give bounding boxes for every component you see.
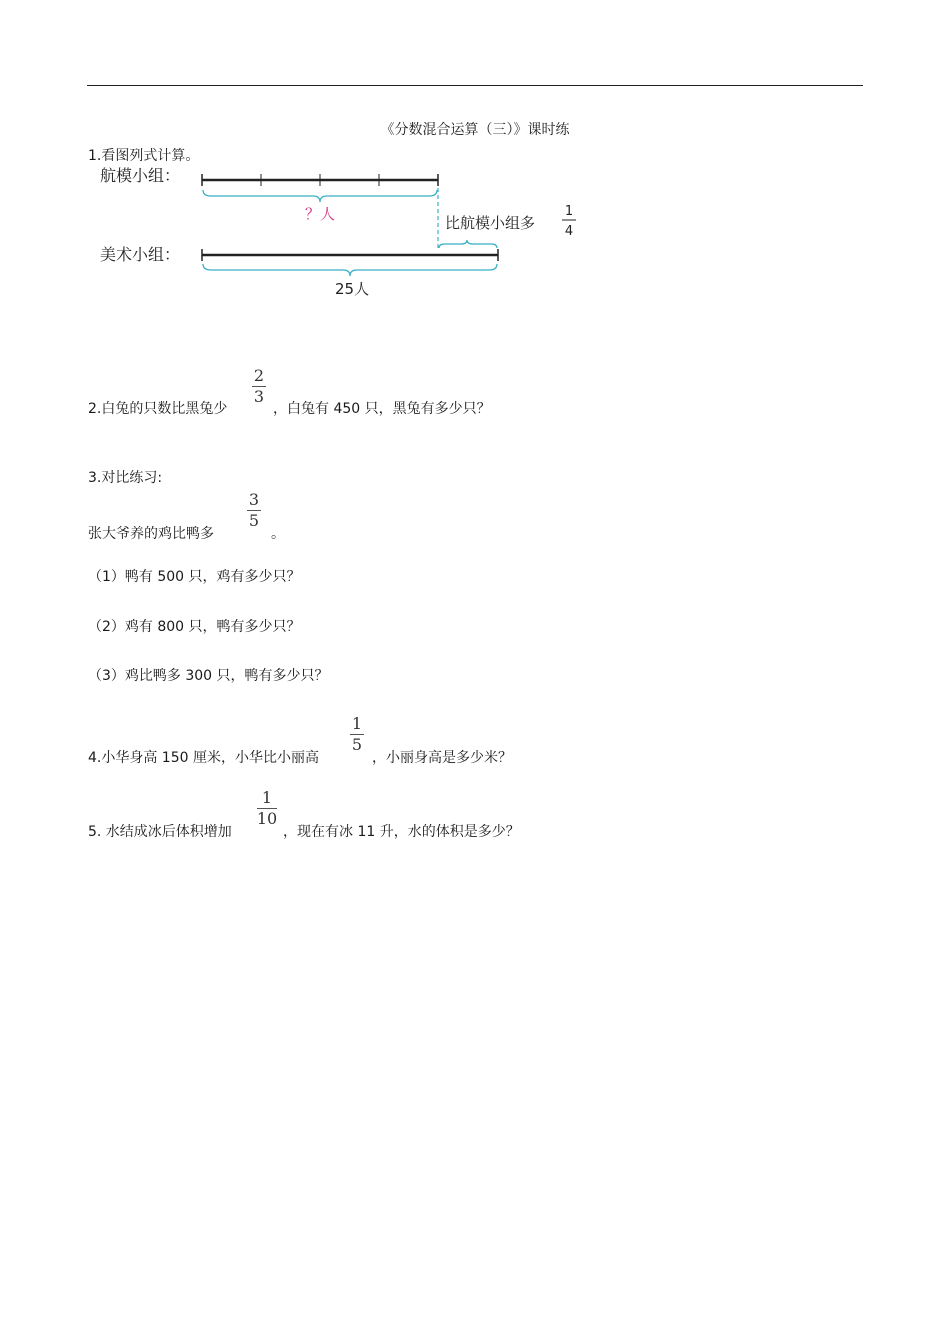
compare-text: 比航模小组多 xyxy=(445,214,536,232)
q5-stem-post: ，现在有冰 11 升，水的体积是多少？ xyxy=(283,824,520,840)
q3-stem-post: 。 xyxy=(271,526,285,542)
q3-item-1: （1）鸭有 500 只，鸡有多少只？ xyxy=(88,569,301,585)
extra-bracket xyxy=(439,240,497,248)
q3-label: 3.对比练习: xyxy=(88,470,163,486)
unknown-label: ？人 xyxy=(305,205,336,223)
q3-fraction xyxy=(244,491,264,530)
q5-fraction xyxy=(254,789,280,828)
header-rule xyxy=(87,85,863,86)
group-b-bracket xyxy=(203,264,497,276)
group-a-bracket xyxy=(203,190,437,202)
compare-num: 1 xyxy=(564,204,574,219)
q4-numerator: 1 xyxy=(351,714,363,733)
q1-label: 1.看图列式计算。 xyxy=(88,148,200,164)
q5-denominator: 10 xyxy=(256,809,278,828)
q2-stem-pre: 2.白兔的只数比黑兔少 xyxy=(88,401,228,417)
q3-numerator: 3 xyxy=(248,490,260,509)
page-title: 《分数混合运算（三）》课时练 xyxy=(380,122,570,138)
total-label: 25人 xyxy=(335,280,370,298)
compare-den: 4 xyxy=(564,224,574,239)
q1-diagram xyxy=(95,160,595,305)
q3-item-2: （2）鸡有 800 只，鸭有多少只？ xyxy=(88,619,301,635)
q2-numerator: 2 xyxy=(253,366,265,385)
q4-stem-post: ，小丽身高是多少米？ xyxy=(372,750,512,766)
q3-item-3: （3）鸡比鸭多 300 只，鸭有多少只？ xyxy=(88,668,329,684)
q3-denominator: 5 xyxy=(248,511,260,530)
q4-fraction xyxy=(347,715,367,754)
q4-stem-pre: 4.小华身高 150 厘米，小华比小丽高 xyxy=(88,750,319,766)
group-a-label: 航模小组： xyxy=(100,166,181,185)
q5-numerator: 1 xyxy=(261,788,273,807)
q3-stem-pre: 张大爷养的鸡比鸭多 xyxy=(88,526,214,542)
q5-stem-pre: 5. 水结成冰后体积增加 xyxy=(88,824,232,840)
q4-denominator: 5 xyxy=(351,735,363,754)
q2-denominator: 3 xyxy=(253,387,265,406)
q2-fraction xyxy=(249,367,269,406)
q2-stem-post: ，白兔有 450 只，黑兔有多少只？ xyxy=(273,401,491,417)
group-b-label: 美术小组： xyxy=(100,245,181,264)
